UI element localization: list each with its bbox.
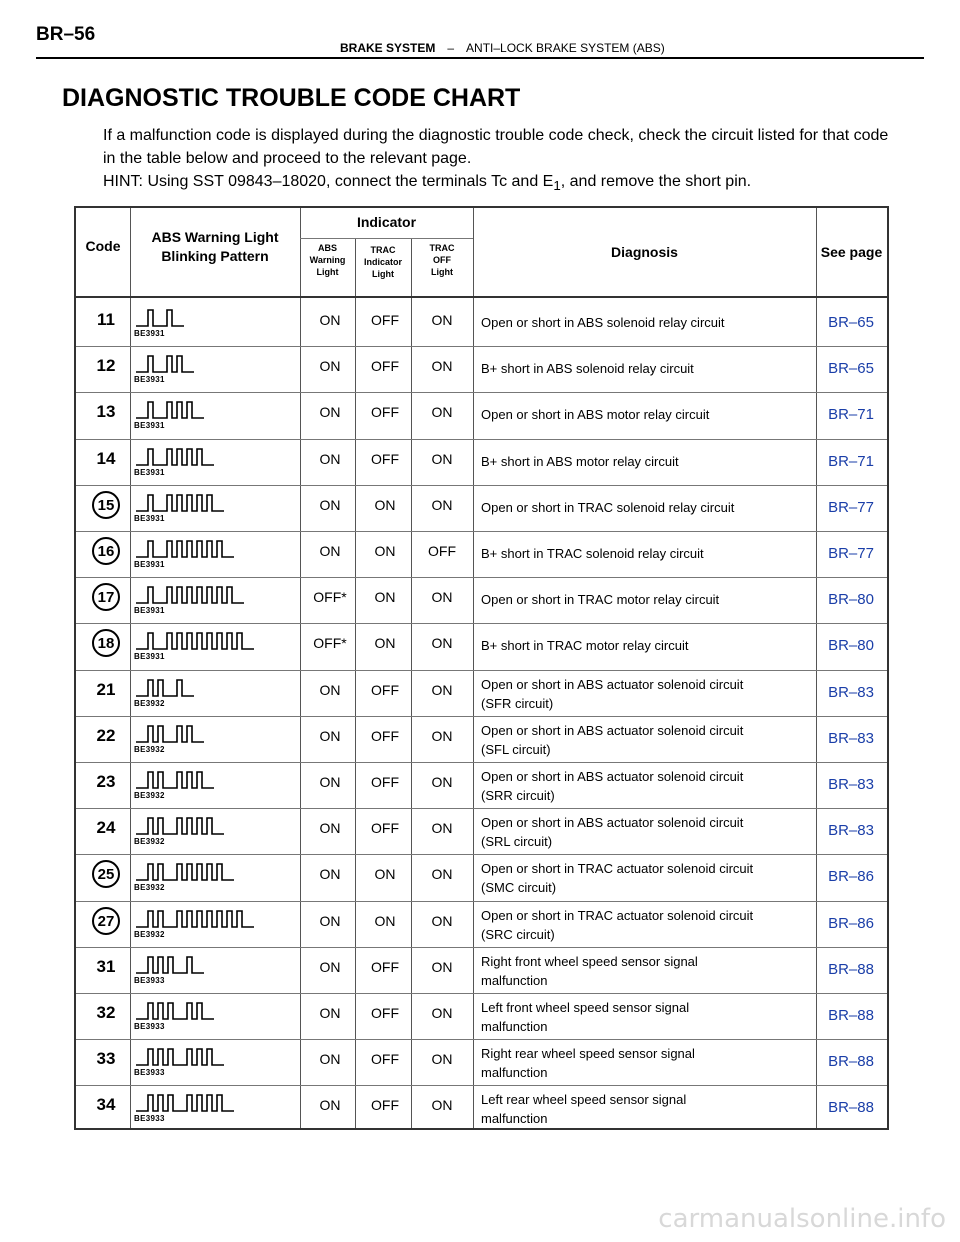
blink-waveform-line	[136, 772, 214, 788]
pattern-figure-code: BE3931	[134, 652, 165, 662]
blink-waveform	[134, 997, 284, 1023]
diagnosis-line1: Open or short in ABS actuator solenoid circuit	[481, 815, 744, 831]
header-abs-1: ABS	[317, 243, 337, 253]
diagnosis	[481, 998, 811, 1036]
trac-indicator-state: OFF	[371, 358, 399, 375]
blink-pattern	[134, 951, 284, 977]
pattern-figure-code: BE3931	[134, 329, 165, 338]
diagnosis-line2: (SRC circuit)	[481, 926, 555, 942]
trac-off-state: ON	[431, 496, 453, 513]
trac-indicator-state: OFF	[371, 1097, 399, 1114]
trac-off-state: ON	[431, 912, 453, 929]
header-abs-warning	[300, 242, 355, 278]
diagnosis-line1: Left rear wheel speed sensor signal	[481, 1092, 687, 1108]
blink-pattern	[134, 581, 284, 607]
pattern-figure-code: BE3931	[134, 513, 165, 523]
blink-waveform	[134, 443, 284, 469]
see-page-link[interactable]: BR–71	[828, 406, 874, 424]
blink-waveform-line	[136, 495, 224, 511]
trac-indicator-state: OFF	[371, 1005, 399, 1021]
diagnosis-line2: (SRR circuit)	[481, 788, 555, 803]
see-page-link[interactable]: BR–88	[828, 1007, 874, 1024]
blink-waveform	[134, 1043, 284, 1069]
trac-indicator-state: OFF	[371, 820, 399, 837]
see-page-link[interactable]: BR–86	[828, 914, 874, 932]
code-number: 34	[96, 1095, 116, 1115]
diagnosis-line2: malfunction	[481, 972, 548, 988]
row-divider	[76, 716, 887, 717]
row-divider	[76, 854, 887, 855]
trac-off-state: ON	[431, 866, 453, 883]
blink-waveform-line	[136, 633, 254, 649]
trac-off-state: OFF	[428, 543, 456, 559]
trac-off-state: ON	[431, 312, 453, 328]
abs-warning-state: ON	[319, 543, 341, 559]
abs-warning-state: ON	[319, 1097, 341, 1114]
see-page-link[interactable]: BR–71	[828, 452, 874, 470]
diagnosis	[481, 952, 811, 990]
pattern-figure-code: BE3931	[134, 421, 165, 431]
diagnosis-line1: Open or short in TRAC actuator solenoid circuit	[481, 861, 754, 877]
code-number: 32	[96, 1003, 116, 1022]
blink-pattern	[134, 443, 284, 469]
blink-pattern	[134, 674, 284, 700]
pattern-figure-code: BE3932	[134, 791, 165, 800]
table-row	[76, 947, 887, 993]
blink-waveform-line	[136, 1049, 224, 1065]
blink-waveform	[134, 674, 284, 700]
header-abs-2: Warning	[309, 255, 346, 265]
trac-indicator-state: OFF	[371, 1051, 399, 1068]
see-page-link[interactable]: BR–83	[828, 729, 874, 747]
header-abs-3: Light	[316, 267, 339, 277]
trac-off-state: ON	[431, 1005, 453, 1021]
blink-waveform-line	[136, 402, 204, 418]
pattern-figure-code: BE3931	[134, 375, 165, 385]
blink-waveform-line	[136, 864, 234, 880]
row-divider	[76, 1085, 887, 1086]
code-number: 21	[96, 679, 116, 699]
trac-indicator-state: OFF	[371, 450, 399, 467]
see-page-link[interactable]: BR–88	[828, 1099, 874, 1117]
row-divider	[76, 993, 887, 994]
blink-waveform-line	[136, 449, 214, 465]
pattern-figure-code: BE3931	[134, 606, 165, 616]
table-row	[76, 346, 887, 392]
table-row	[76, 531, 887, 577]
see-page-link[interactable]: BR–83	[828, 822, 874, 840]
trac-indicator-state: OFF	[371, 312, 399, 328]
code-number: 23	[96, 772, 116, 791]
code-number: 15	[92, 491, 120, 519]
diagnosis-line1: B+ short in TRAC solenoid relay circuit	[481, 546, 704, 561]
table-row	[76, 993, 887, 1039]
diagnosis	[481, 452, 811, 471]
trac-off-state: ON	[431, 681, 453, 698]
intro-text	[103, 124, 903, 197]
diagnosis-line1: Open or short in ABS actuator solenoid circuit	[481, 769, 744, 784]
diagnosis	[481, 1090, 811, 1128]
code-number: 33	[96, 1049, 116, 1069]
header-trac-ind-1: TRAC	[370, 245, 396, 255]
blink-pattern	[134, 1043, 284, 1069]
table-row	[76, 439, 887, 485]
table-row	[76, 808, 887, 854]
see-page-link[interactable]: BR–86	[828, 868, 874, 886]
blink-waveform-line	[136, 818, 224, 834]
table-row	[76, 901, 887, 947]
blink-waveform	[134, 905, 284, 931]
trac-indicator-state: ON	[374, 635, 396, 652]
hint-text-end: , and remove the short pin.	[560, 173, 752, 190]
diagnosis	[481, 359, 811, 378]
row-divider	[76, 762, 887, 763]
table-row	[76, 716, 887, 762]
blink-pattern	[134, 1089, 284, 1115]
diagnosis-line2: malfunction	[481, 1065, 548, 1081]
table-row	[76, 1085, 887, 1131]
see-page-link[interactable]: BR–88	[828, 960, 874, 978]
pattern-figure-code: BE3932	[134, 744, 165, 754]
table-row	[76, 670, 887, 716]
blink-waveform-line	[136, 310, 184, 326]
header-pattern-line2: Blinking Pattern	[161, 248, 269, 264]
diagnosis	[481, 405, 811, 424]
header-code: Code	[85, 238, 121, 254]
code-number: 17	[92, 583, 120, 611]
trac-off-state: ON	[431, 358, 453, 375]
diagnosis-line1: Open or short in TRAC motor relay circuit	[481, 592, 720, 608]
intro-paragraph: If a malfunction code is displayed during the diagnostic trouble code check, check the circuit listed for that code in the table below and proceed to the relevant page.	[103, 127, 889, 167]
abs-warning-state: ON	[319, 496, 341, 513]
blink-waveform	[134, 951, 284, 977]
pattern-figure-code: BE3933	[134, 1114, 165, 1124]
blink-pattern	[134, 720, 284, 746]
abs-warning-state: ON	[319, 727, 341, 744]
table-row	[76, 762, 887, 808]
diagnosis	[481, 813, 811, 851]
blink-waveform-line	[136, 356, 194, 372]
header-separator: –	[447, 41, 455, 55]
trac-indicator-state: OFF	[371, 681, 399, 698]
diagnosis-line1: Right rear wheel speed sensor signal	[481, 1046, 695, 1062]
abs-warning-state: ON	[319, 312, 341, 328]
blink-waveform-line	[136, 726, 204, 742]
header-trac-off-1: TRAC	[429, 243, 455, 253]
diagnosis	[481, 1044, 811, 1082]
trac-indicator-state: ON	[374, 866, 396, 883]
diagnosis-line2: malfunction	[481, 1111, 548, 1127]
code-number: 12	[96, 356, 116, 376]
hint-text: HINT: Using SST 09843–18020, connect the terminals Tc and E	[103, 173, 554, 190]
blink-waveform	[134, 720, 284, 746]
diagnosis	[481, 498, 811, 517]
blink-pattern	[134, 858, 284, 884]
blink-waveform-line	[136, 587, 244, 603]
abs-warning-state: ON	[319, 866, 341, 883]
see-page-link[interactable]: BR–77	[828, 545, 874, 562]
code-number: 13	[96, 402, 116, 422]
diagnosis-line2: (SRL circuit)	[481, 834, 553, 850]
diagnosis	[481, 675, 811, 713]
see-page-link[interactable]: BR–80	[828, 637, 874, 655]
row-divider	[76, 901, 887, 902]
header-indicator: Indicator	[356, 214, 417, 230]
blink-pattern	[134, 489, 284, 515]
header-trac-ind-2: Indicator	[363, 257, 402, 267]
code-number: 14	[96, 448, 116, 468]
blink-waveform	[134, 396, 284, 422]
code-number: 31	[96, 956, 116, 976]
trac-off-state: ON	[431, 774, 453, 790]
trac-off-state: ON	[431, 635, 453, 652]
diagnosis-line2: (SFL circuit)	[481, 741, 551, 757]
diagnosis-line2: malfunction	[481, 1019, 548, 1034]
row-divider	[76, 947, 887, 948]
header-divider	[76, 296, 887, 298]
diagnosis-line1: B+ short in TRAC motor relay circuit	[481, 638, 689, 654]
abs-warning-state: ON	[319, 358, 341, 375]
diagnosis-line1: B+ short in ABS solenoid relay circuit	[481, 361, 694, 377]
code-number: 25	[92, 860, 120, 888]
header-trac-off-3: Light	[431, 267, 453, 277]
row-divider	[76, 670, 887, 671]
row-divider	[76, 392, 887, 393]
trac-off-state: ON	[431, 404, 453, 421]
blink-waveform	[134, 1089, 284, 1115]
abs-warning-state: ON	[319, 681, 341, 698]
see-page-link[interactable]: BR–83	[828, 683, 874, 701]
blink-waveform	[134, 535, 284, 561]
trac-off-state: ON	[431, 589, 453, 606]
pattern-figure-code: BE3932	[134, 929, 165, 939]
abs-warning-state: ON	[319, 774, 341, 790]
diagnosis	[481, 906, 811, 944]
diagnosis-line1: Open or short in TRAC actuator solenoid circuit	[481, 907, 754, 923]
diagnosis	[481, 767, 811, 805]
diagnosis-line2: (SFR circuit)	[481, 695, 554, 711]
blink-pattern	[134, 812, 284, 838]
diagnosis-line1: Open or short in ABS motor relay circuit	[481, 407, 710, 423]
section-title: BRAKE SYSTEM	[340, 41, 436, 55]
diagnosis-line1: B+ short in ABS motor relay circuit	[481, 453, 679, 469]
row-divider	[76, 623, 887, 624]
trac-indicator-state: ON	[374, 543, 396, 559]
abs-warning-state: ON	[319, 450, 341, 467]
blink-pattern	[134, 304, 284, 330]
blink-waveform-line	[136, 911, 254, 927]
code-number: 16	[92, 537, 120, 565]
diagnosis	[481, 636, 811, 655]
header-trac-ind-3: Light	[372, 269, 394, 279]
trac-indicator-state: OFF	[371, 958, 399, 975]
blink-waveform	[134, 581, 284, 607]
header-diagnosis: Diagnosis	[611, 244, 678, 260]
blink-waveform-line	[136, 1003, 214, 1019]
trac-indicator-state: OFF	[371, 774, 399, 790]
diagnosis	[481, 721, 811, 759]
trac-off-state: ON	[431, 958, 453, 975]
header-trac-off-2: OFF	[433, 255, 451, 265]
row-divider	[76, 577, 887, 578]
row-divider	[76, 1039, 887, 1040]
diagnosis-line2: (SMC circuit)	[481, 880, 557, 896]
diagnosis-line1: Open or short in ABS actuator solenoid circuit	[481, 722, 744, 738]
indicator-divider	[300, 238, 473, 239]
trac-indicator-state: ON	[374, 589, 396, 606]
page-title: DIAGNOSTIC TROUBLE CODE CHART	[62, 84, 521, 112]
header-pattern-line1: ABS Warning Light	[151, 229, 279, 245]
table-row	[76, 392, 887, 438]
abs-warning-state: ON	[319, 958, 341, 975]
abs-warning-state: ON	[319, 1051, 341, 1068]
blink-pattern	[134, 350, 284, 376]
row-divider	[76, 808, 887, 809]
table-row	[76, 854, 887, 900]
table-row	[76, 623, 887, 669]
diagnosis	[481, 544, 811, 563]
abs-warning-state: OFF*	[313, 635, 347, 652]
header-trac-off	[411, 242, 473, 278]
watermark: carmanualsonline.info	[658, 1204, 946, 1234]
blink-pattern	[134, 396, 284, 422]
table-row	[76, 300, 887, 346]
pattern-figure-code: BE3931	[134, 467, 165, 477]
see-page-link[interactable]: BR–83	[828, 776, 874, 793]
header-rule	[36, 57, 924, 59]
hint-paragraph	[103, 170, 903, 197]
code-number: 24	[96, 818, 116, 838]
abs-warning-state: ON	[319, 404, 341, 421]
header-pattern	[130, 228, 300, 266]
abs-warning-state: ON	[319, 1005, 341, 1021]
table-row	[76, 577, 887, 623]
diagnostic-code-table	[74, 206, 889, 1130]
code-number: 11	[97, 310, 115, 329]
blink-waveform	[134, 489, 284, 515]
blink-waveform-line	[136, 680, 194, 696]
header-see-page: See page	[820, 244, 883, 260]
diagnosis-line1: Open or short in ABS solenoid relay circuit	[481, 315, 725, 330]
pattern-figure-code: BE3932	[134, 883, 165, 893]
pattern-figure-code: BE3931	[134, 560, 165, 569]
code-number: 27	[92, 907, 120, 935]
blink-waveform	[134, 766, 284, 792]
abs-warning-state: OFF*	[313, 589, 347, 606]
trac-indicator-state: OFF	[371, 727, 399, 744]
trac-off-state: ON	[431, 1097, 453, 1114]
abs-warning-state: ON	[319, 912, 341, 929]
trac-off-state: ON	[431, 820, 453, 837]
subsection-title: ANTI–LOCK BRAKE SYSTEM (ABS)	[466, 41, 665, 55]
row-divider	[76, 346, 887, 347]
trac-off-state: ON	[431, 450, 453, 467]
diagnosis	[481, 859, 811, 897]
trac-indicator-state: ON	[374, 912, 396, 929]
trac-off-state: ON	[431, 727, 453, 744]
diagnosis-line1: Left front wheel speed sensor signal	[481, 1000, 690, 1015]
blink-pattern	[134, 997, 284, 1023]
diagnosis	[481, 590, 811, 609]
row-divider	[76, 531, 887, 532]
see-page-link[interactable]: BR–80	[828, 591, 874, 609]
blink-waveform	[134, 304, 284, 330]
table-row	[76, 1039, 887, 1085]
code-number: 18	[92, 629, 120, 657]
trac-indicator-state: OFF	[371, 404, 399, 421]
trac-off-state: ON	[431, 1051, 453, 1068]
blink-pattern	[134, 905, 284, 931]
table-row	[76, 485, 887, 531]
blink-waveform-line	[136, 957, 204, 973]
see-page-link[interactable]: BR–65	[828, 314, 874, 331]
blink-waveform-line	[136, 1095, 234, 1111]
diagnosis-line1: Right front wheel speed sensor signal	[481, 953, 698, 969]
pattern-figure-code: BE3932	[134, 698, 165, 708]
code-number: 22	[96, 725, 116, 745]
blink-waveform	[134, 858, 284, 884]
pattern-figure-code: BE3933	[134, 1068, 165, 1078]
running-header	[340, 41, 665, 55]
page-number: BR–56	[36, 24, 96, 45]
diagnosis-line1: Open or short in ABS actuator solenoid circuit	[481, 676, 744, 692]
see-page-link[interactable]: BR–77	[828, 498, 874, 516]
see-page-link[interactable]: BR–88	[828, 1053, 874, 1071]
blink-pattern	[134, 766, 284, 792]
hint-subscript: 1	[553, 178, 561, 194]
blink-waveform	[134, 350, 284, 376]
pattern-figure-code: BE3932	[134, 837, 165, 847]
blink-pattern	[134, 627, 284, 653]
blink-waveform	[134, 627, 284, 653]
row-divider	[76, 485, 887, 486]
header-trac-indicator	[355, 244, 411, 280]
pattern-figure-code: BE3933	[134, 1022, 165, 1031]
diagnosis	[481, 313, 811, 332]
trac-indicator-state: ON	[374, 496, 396, 513]
see-page-link[interactable]: BR–65	[828, 360, 874, 378]
abs-warning-state: ON	[319, 820, 341, 837]
blink-pattern	[134, 535, 284, 561]
blink-waveform-line	[136, 541, 234, 557]
diagnosis-line1: Open or short in TRAC solenoid relay circuit	[481, 499, 735, 515]
pattern-figure-code: BE3933	[134, 975, 165, 985]
row-divider	[76, 439, 887, 440]
blink-waveform	[134, 812, 284, 838]
